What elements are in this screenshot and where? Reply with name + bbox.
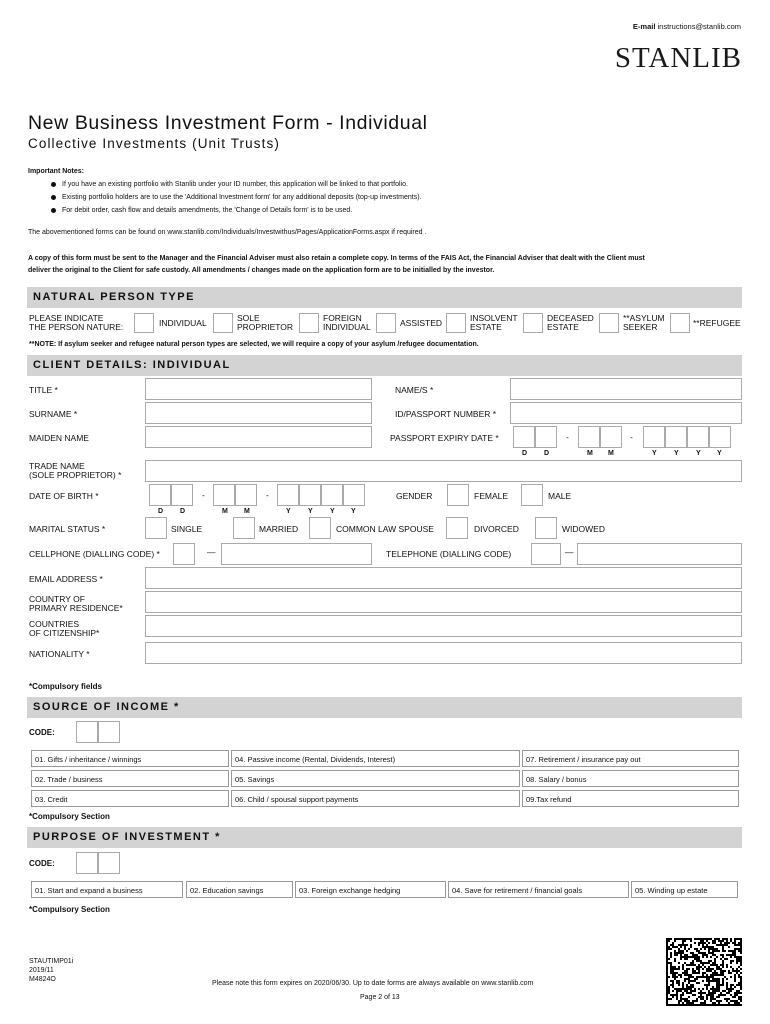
- indicate-label-line-2: THE PERSON NATURE:: [29, 322, 124, 332]
- trade-name-field[interactable]: [145, 460, 742, 482]
- income-option-09: 09.Tax refund: [522, 790, 739, 807]
- option-sole-label-2: PROPRIETOR: [237, 322, 294, 332]
- dob-day-1[interactable]: [149, 484, 171, 506]
- passport-expiry-year-3[interactable]: [687, 426, 709, 448]
- option-deceased-label-1: DECEASED: [547, 313, 594, 323]
- note-bullet-3: For debit order, cash flow and details amendments, the 'Change of Details form' is to be used.: [62, 207, 353, 214]
- country-residence-field[interactable]: [145, 591, 742, 613]
- date-hint: Y: [330, 508, 335, 515]
- date-hint: Y: [717, 450, 722, 457]
- id-passport-field[interactable]: [510, 402, 742, 424]
- note-bullet-1: If you have an existing portfolio with Stanlib under your ID number, this application will be linked to that portfolio.: [62, 181, 408, 188]
- purpose-compulsory-note: *Compulsory Section: [29, 905, 110, 914]
- section-title: SOURCE OF INCOME *: [33, 701, 180, 713]
- page-title: New Business Investment Form - Individual: [28, 112, 428, 134]
- option-foreign-label-1: FOREIGN: [323, 313, 362, 323]
- date-hint: Y: [308, 508, 313, 515]
- trade-name-label-2: (SOLE PROPRIETOR) *: [29, 470, 122, 480]
- maiden-name-label: MAIDEN NAME: [29, 433, 89, 443]
- names-label: NAME/S *: [395, 385, 434, 395]
- dob-month-2[interactable]: [235, 484, 257, 506]
- asylum-note: **NOTE: If asylum seeker and refugee natural person types are selected, we will require a copy of your asylum /refugee documentation.: [29, 341, 479, 348]
- married-checkbox[interactable]: [233, 517, 255, 539]
- date-hint: Y: [286, 508, 291, 515]
- country-residence-label-2: PRIMARY RESIDENCE*: [29, 603, 123, 613]
- income-code-label: CODE:: [29, 728, 55, 737]
- id-passport-label: ID/PASSPORT NUMBER *: [395, 409, 497, 419]
- date-hint: D: [158, 508, 164, 515]
- date-hint: Y: [351, 508, 356, 515]
- married-label: MARRIED: [259, 524, 299, 534]
- bullet-icon: [51, 195, 56, 200]
- section-title: PURPOSE OF INVESTMENT *: [33, 831, 221, 843]
- page-subtitle: Collective Investments (Unit Trusts): [28, 136, 280, 151]
- date-separator: -: [202, 490, 205, 500]
- client-details-section-header: [27, 355, 742, 376]
- date-hint: M: [244, 508, 250, 515]
- copy-note-line-2: deliver the original to the Client for safe custody. All amendments / changes made on the application form are to be initialled by the investor.: [28, 267, 495, 274]
- divorced-label: DIVORCED: [474, 524, 519, 534]
- income-option-05: 05. Savings: [231, 770, 520, 787]
- date-separator: -: [266, 490, 269, 500]
- bullet-icon: [51, 182, 56, 187]
- purpose-code-digit-1[interactable]: [76, 852, 98, 874]
- assisted-checkbox[interactable]: [376, 313, 396, 333]
- telephone-label: TELEPHONE (DIALLING CODE): [386, 549, 512, 559]
- date-hint: M: [608, 450, 614, 457]
- country-residence-label-1: COUNTRY OF: [29, 594, 85, 604]
- form-version: 2019/11: [29, 967, 54, 974]
- passport-expiry-label: PASSPORT EXPIRY DATE *: [390, 433, 499, 443]
- passport-expiry-day-2[interactable]: [535, 426, 557, 448]
- date-separator: -: [566, 432, 569, 442]
- email-address-label: EMAIL ADDRESS *: [29, 574, 103, 584]
- dob-year-4[interactable]: [343, 484, 365, 506]
- dob-day-2[interactable]: [171, 484, 193, 506]
- dob-label: DATE OF BIRTH *: [29, 491, 99, 501]
- dob-year-2[interactable]: [299, 484, 321, 506]
- common-law-label: COMMON LAW SPOUSE: [336, 524, 434, 534]
- passport-expiry-year-4[interactable]: [709, 426, 731, 448]
- trade-name-label-1: TRADE NAME: [29, 461, 85, 471]
- citizenship-field[interactable]: [145, 615, 742, 637]
- widowed-checkbox[interactable]: [535, 517, 557, 539]
- income-option-04: 04. Passive income (Rental, Dividends, Interest): [231, 750, 520, 767]
- date-hint: M: [222, 508, 228, 515]
- insolvent-estate-checkbox[interactable]: [446, 313, 466, 333]
- expiry-note: Please note this form expires on 2020/06/30. Up to date forms are always available on www.stanlib.com: [212, 980, 534, 987]
- names-field[interactable]: [510, 378, 742, 400]
- bullet-icon: [51, 208, 56, 213]
- income-option-06: 06. Child / spousal support payments: [231, 790, 520, 807]
- section-title: NATURAL PERSON TYPE: [33, 291, 195, 303]
- phone-separator: —: [565, 547, 574, 557]
- foreign-individual-checkbox[interactable]: [299, 313, 319, 333]
- passport-expiry-day-1[interactable]: [513, 426, 535, 448]
- gender-label: GENDER: [396, 491, 433, 501]
- stanlib-logo: STANLIB: [614, 42, 742, 74]
- marital-status-label: MARITAL STATUS *: [29, 524, 106, 534]
- widowed-label: WIDOWED: [562, 524, 605, 534]
- date-hint: D: [180, 508, 186, 515]
- income-code-digit-2[interactable]: [98, 721, 120, 743]
- sole-proprietor-checkbox[interactable]: [213, 313, 233, 333]
- notes-heading: Important Notes:: [28, 168, 84, 175]
- nationality-field[interactable]: [145, 642, 742, 664]
- refugee-checkbox[interactable]: [670, 313, 690, 333]
- option-assisted-label: ASSISTED: [400, 318, 443, 328]
- option-asylum-label-2: SEEKER: [623, 322, 658, 332]
- date-hint: D: [522, 450, 528, 457]
- male-checkbox[interactable]: [521, 484, 543, 506]
- cellphone-label: CELLPHONE (DIALLING CODE) *: [29, 549, 160, 559]
- surname-field[interactable]: [145, 402, 372, 424]
- income-option-01: 01. Gifts / inheritance / winnings: [31, 750, 229, 767]
- income-option-03: 03. Credit: [31, 790, 229, 807]
- option-foreign-label-2: INDIVIDUAL: [323, 322, 371, 332]
- income-option-07: 07. Retirement / insurance pay out: [522, 750, 739, 767]
- email-label: E-mail: [632, 22, 656, 31]
- source-of-income-section-header: [27, 697, 742, 718]
- divorced-checkbox[interactable]: [446, 517, 468, 539]
- purpose-option-01: 01. Start and expand a business: [31, 881, 183, 898]
- dob-month-1[interactable]: [213, 484, 235, 506]
- date-hint: Y: [674, 450, 679, 457]
- female-checkbox[interactable]: [447, 484, 469, 506]
- phone-separator: —: [207, 547, 216, 557]
- surname-label: SURNAME *: [29, 409, 78, 419]
- citizenship-label-2: OF CITIZENSHIP*: [29, 628, 100, 638]
- purpose-option-04: 04. Save for retirement / financial goals: [448, 881, 629, 898]
- option-deceased-label-2: ESTATE: [547, 322, 579, 332]
- female-label: FEMALE: [474, 491, 509, 501]
- telephone-code-field[interactable]: [531, 543, 561, 565]
- forms-location-note: The abovementioned forms can be found on www.stanlib.com/Individuals/Investwithus/Pages/ApplicationForms.aspx if required .: [28, 229, 427, 236]
- purpose-section-header: [27, 827, 742, 848]
- section-title: CLIENT DETAILS: INDIVIDUAL: [33, 359, 231, 371]
- purpose-code-digit-2[interactable]: [98, 852, 120, 874]
- form-code: STAUTIMP01i: [29, 958, 74, 965]
- date-hint: D: [544, 450, 550, 457]
- copy-note-line-1: A copy of this form must be sent to the Manager and the Financial Adviser must also retain a complete copy. In terms of the FAIS Act, the Financial Adviser that dealt with the Client must: [28, 255, 645, 262]
- compulsory-fields-note: *Compulsory fields: [29, 682, 102, 691]
- male-label: MALE: [548, 491, 572, 501]
- income-code-digit-1[interactable]: [76, 721, 98, 743]
- income-option-08: 08. Salary / bonus: [522, 770, 739, 787]
- nationality-label: NATIONALITY *: [29, 649, 90, 659]
- note-bullet-2: Existing portfolio holders are to use the 'Additional Investment form' for any additional deposits (top-up investments).: [62, 194, 422, 201]
- single-label: SINGLE: [171, 524, 203, 534]
- option-refugee-label: **REFUGEE: [693, 318, 741, 328]
- header-email: [633, 22, 741, 32]
- passport-expiry-month-2[interactable]: [600, 426, 622, 448]
- common-law-checkbox[interactable]: [309, 517, 331, 539]
- telephone-number-field[interactable]: [577, 543, 742, 565]
- passport-expiry-month-1[interactable]: [578, 426, 600, 448]
- dob-year-1[interactable]: [277, 484, 299, 506]
- indicate-label-line-1: PLEASE INDICATE: [29, 313, 104, 323]
- maiden-name-field[interactable]: [145, 426, 372, 448]
- purpose-code-label: CODE:: [29, 859, 55, 868]
- date-hint: M: [587, 450, 593, 457]
- date-hint: Y: [696, 450, 701, 457]
- title-label: TITLE *: [29, 385, 58, 395]
- asylum-seeker-checkbox[interactable]: [599, 313, 619, 333]
- income-option-02: 02. Trade / business: [31, 770, 229, 787]
- date-hint: Y: [652, 450, 657, 457]
- email-value: instructions@stanlib.com: [657, 22, 741, 31]
- title-field[interactable]: [145, 378, 372, 400]
- date-separator: -: [630, 432, 633, 442]
- page-number: Page 2 of 13: [360, 994, 400, 1001]
- form-ref: M4824O: [29, 976, 56, 983]
- single-checkbox[interactable]: [145, 517, 167, 539]
- email-address-field[interactable]: [145, 567, 742, 589]
- passport-expiry-year-1[interactable]: [643, 426, 665, 448]
- natural-person-section-header: [27, 287, 742, 308]
- purpose-option-02: 02. Education savings: [186, 881, 293, 898]
- purpose-option-03: 03. Foreign exchange hedging: [295, 881, 446, 898]
- barcode-icon: [666, 938, 742, 1006]
- passport-expiry-year-2[interactable]: [665, 426, 687, 448]
- option-asylum-label-1: **ASYLUM: [623, 313, 665, 323]
- option-sole-label-1: SOLE: [237, 313, 260, 323]
- option-insolvent-label-1: INSOLVENT: [470, 313, 518, 323]
- deceased-estate-checkbox[interactable]: [523, 313, 543, 333]
- income-compulsory-note: *Compulsory Section: [29, 812, 110, 821]
- cellphone-number-field[interactable]: [221, 543, 372, 565]
- dob-year-3[interactable]: [321, 484, 343, 506]
- option-insolvent-label-2: ESTATE: [470, 322, 502, 332]
- option-individual-label: INDIVIDUAL: [159, 318, 207, 328]
- individual-checkbox[interactable]: [134, 313, 154, 333]
- purpose-option-05: 05. Winding up estate: [631, 881, 738, 898]
- citizenship-label-1: COUNTRIES: [29, 619, 80, 629]
- cellphone-code-field[interactable]: [173, 543, 195, 565]
